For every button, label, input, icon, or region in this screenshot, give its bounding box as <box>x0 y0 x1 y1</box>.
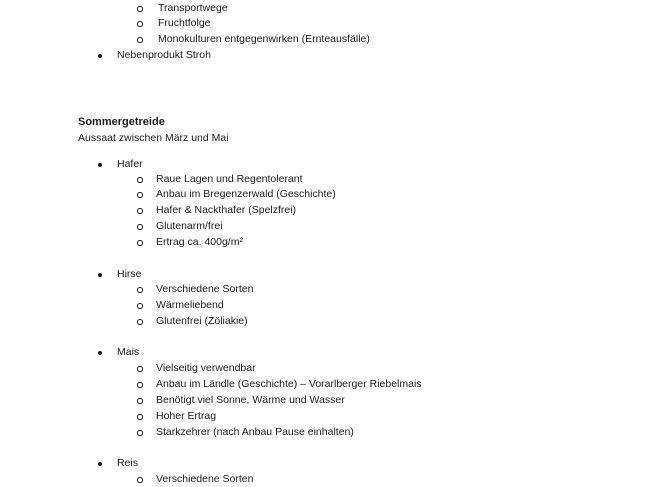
circle-bullet-icon <box>137 382 143 388</box>
circle-bullet-icon <box>137 366 143 372</box>
circle-bullet-icon <box>137 430 143 436</box>
bullet-icon <box>98 351 102 355</box>
bullet-icon <box>98 273 102 277</box>
circle-bullet-icon <box>137 303 143 309</box>
bullet-icon <box>98 163 102 167</box>
circle-bullet-icon <box>137 6 143 12</box>
circle-bullet-icon <box>137 21 143 27</box>
circle-bullet-icon <box>137 192 143 198</box>
section-subheading: Aussaat zwischen März und Mai <box>78 132 229 144</box>
document-page: Transportwege Fruchtfolge Monokulturen entgegenwirken (Ernteausfälle) Nebenprodukt Stroh Sommergetreide Aussaat zwischen März und Mai Hafer Raue Lagen und Regentolerant Anbau im Bregenzerwald (Geschichte) Hafer & Nackthafer (Spelzfrei) Glutenarm/frei Ertrag ca. 400g/m² Hirse Verschiedene Sorten Wärmeliebend Glutenfrei (Zöliakie) Mais Vielseitig verwendbar Anbau im Ländle (Geschichte) – Vorarlberger Riebelmais Benötigt viel Sonne, Wärme und Wasser Hoher Ertrag Starkzehrer (nach Anbau Pause einhalten) Reis Verschiedene Sorten <box>78 2 422 485</box>
bullet-icon <box>98 54 102 58</box>
circle-bullet-icon <box>137 414 143 420</box>
circle-bullet-icon <box>137 319 143 325</box>
circle-bullet-icon <box>137 208 143 214</box>
circle-bullet-icon <box>137 177 143 183</box>
circle-bullet-icon <box>137 477 143 483</box>
circle-bullet-icon <box>137 240 143 246</box>
bullet-icon <box>98 462 102 466</box>
circle-bullet-icon <box>137 287 143 293</box>
section-heading: Sommergetreide <box>78 116 165 128</box>
circle-bullet-icon <box>137 224 143 230</box>
circle-bullet-icon <box>137 398 143 404</box>
circle-bullet-icon <box>137 37 143 43</box>
